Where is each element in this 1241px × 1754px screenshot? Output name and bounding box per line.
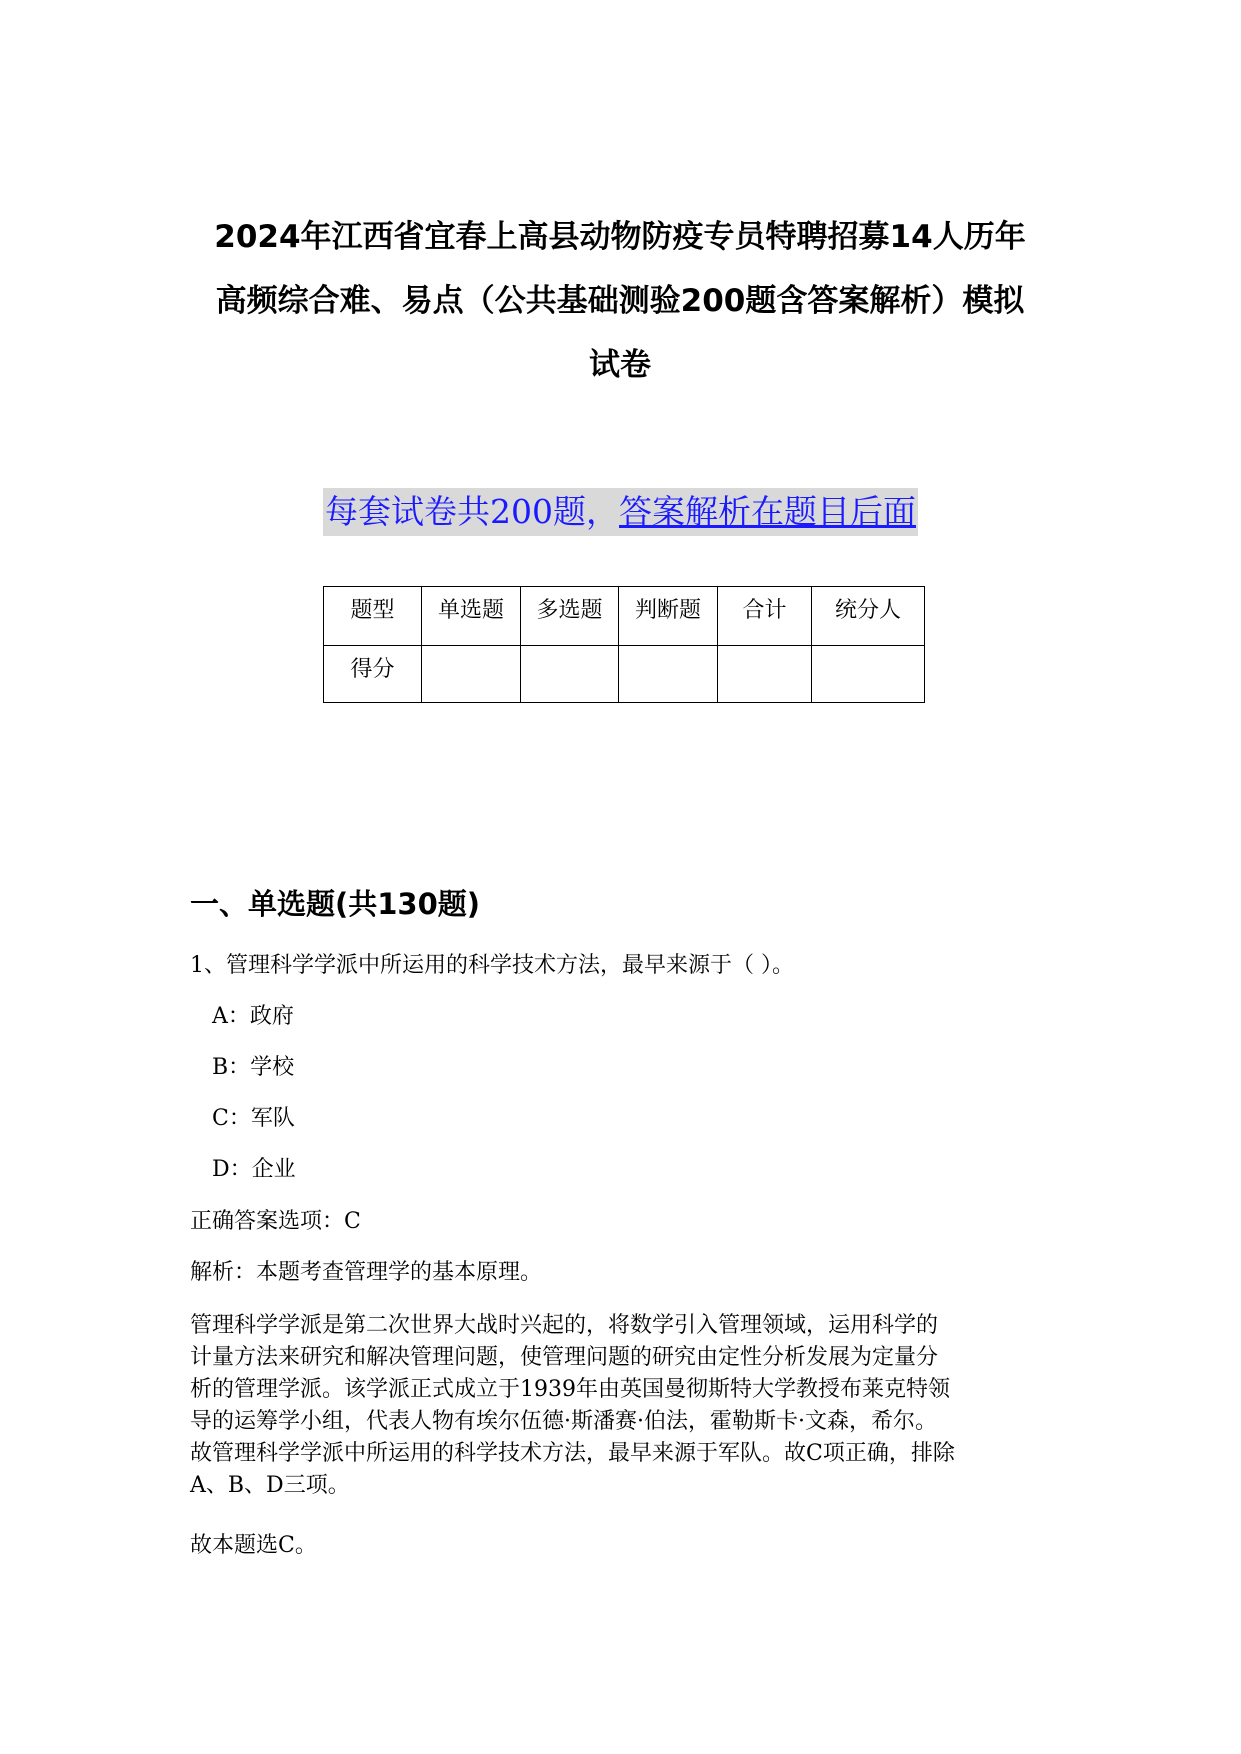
title-line-3: 试卷 — [589, 347, 651, 383]
document-title — [180, 205, 1060, 397]
correct-answer: 正确答案选项：C — [190, 1209, 361, 1234]
section-title: 一、单选题(共130题) — [190, 887, 481, 921]
analysis-line-6: A、B、D三项。 — [190, 1473, 350, 1498]
question-stem: 1、管理科学学派中所运用的科学技术方法，最早来源于（ ）。 — [190, 953, 794, 978]
option-b: B：学校 — [212, 1055, 295, 1080]
conclusion: 故本题选C。 — [190, 1533, 317, 1558]
analysis-line-3: 析的管理学派。该学派正式成立于1939年由英国曼彻斯特大学教授布莱克特领 — [190, 1377, 950, 1402]
analysis-intro: 解析：本题考查管理学的基本原理。 — [190, 1260, 543, 1285]
score-cell-scorer — [812, 646, 925, 703]
option-d: D：企业 — [212, 1157, 296, 1182]
subtitle-banner — [0, 488, 1241, 536]
header-multiple-choice: 多选题 — [521, 587, 619, 646]
subtitle — [323, 488, 918, 536]
score-table-score-row — [324, 646, 925, 703]
analysis-line-4: 导的运筹学小组，代表人物有埃尔伍德·斯潘赛·伯法，霍勒斯卡·文森，希尔。 — [190, 1409, 937, 1434]
header-true-false: 判断题 — [619, 587, 718, 646]
header-total: 合计 — [718, 587, 812, 646]
score-cell-single-choice — [422, 646, 521, 703]
analysis-paragraph — [190, 1310, 1070, 1502]
analysis-line-5: 故管理科学学派中所运用的科学技术方法，最早来源于军队。故C项正确，排除 — [190, 1441, 955, 1466]
header-single-choice: 单选题 — [422, 587, 521, 646]
title-line-2: 高频综合难、易点（公共基础测验200题含答案解析）模拟 — [215, 283, 1025, 319]
score-cell-true-false — [619, 646, 718, 703]
row-label-score: 得分 — [324, 646, 422, 703]
subtitle-text: 每套试卷共200题， — [325, 492, 619, 531]
score-table-header-row — [324, 587, 925, 646]
option-a: A：政府 — [212, 1004, 294, 1029]
score-table — [323, 586, 925, 703]
header-question-type: 题型 — [324, 587, 422, 646]
analysis-line-1: 管理科学学派是第二次世界大战时兴起的，将数学引入管理领域，运用科学的 — [190, 1313, 939, 1338]
title-line-1: 2024年江西省宜春上高县动物防疫专员特聘招募14人历年 — [214, 219, 1026, 255]
option-c: C：军队 — [212, 1106, 295, 1131]
score-cell-multiple-choice — [521, 646, 619, 703]
score-cell-total — [718, 646, 812, 703]
answer-location-link[interactable]: 答案解析在题目后面 — [619, 492, 916, 531]
analysis-line-2: 计量方法来研究和解决管理问题，使管理问题的研究由定性分析发展为定量分 — [190, 1345, 939, 1370]
header-scorer: 统分人 — [812, 587, 925, 646]
